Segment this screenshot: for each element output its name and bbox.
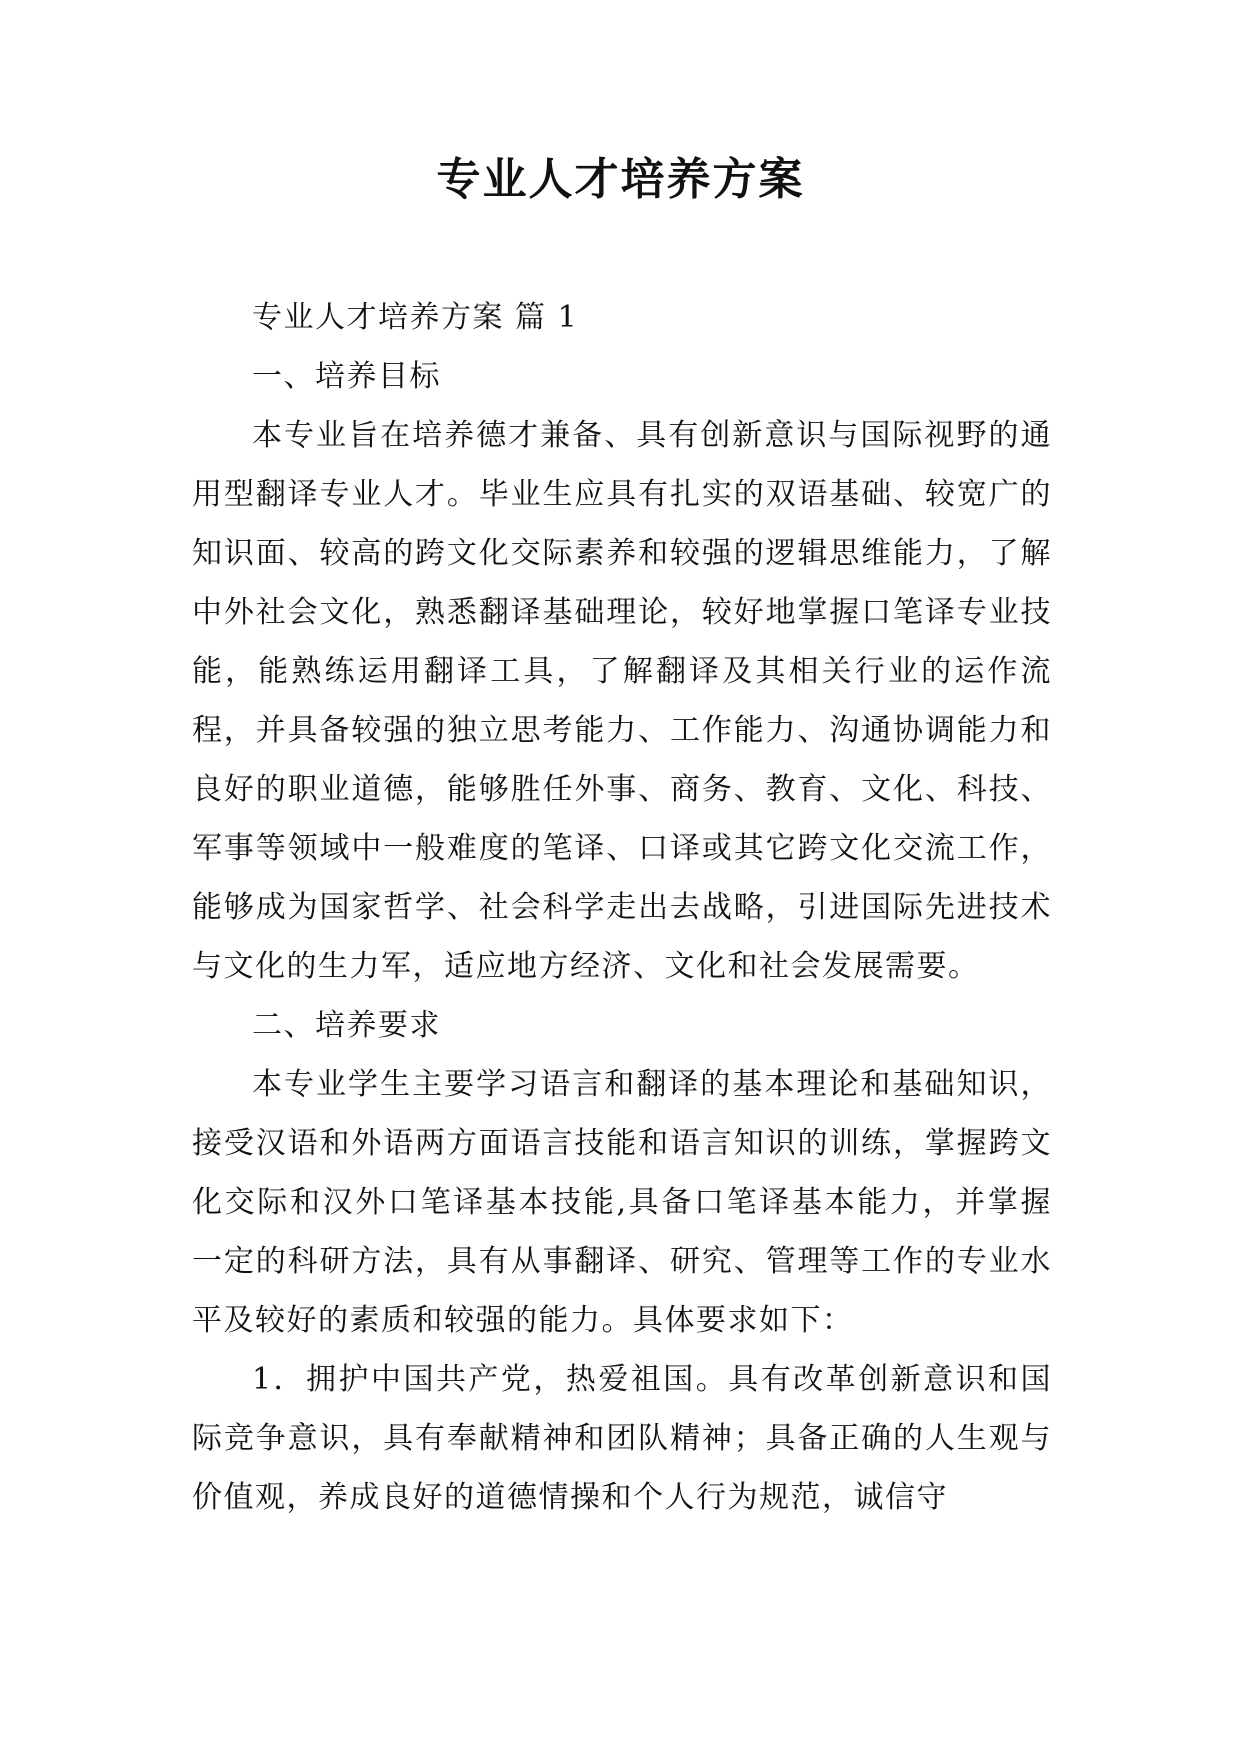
paragraph-requirements: 本专业学生主要学习语言和翻译的基本理论和基础知识，接受汉语和外语两方面语言技能和语言知识的训练，掌握跨文化交际和汉外口笔译基本技能,具备口笔译基本能力，并掌握一定的科研方法，具有从事翻译、研究、管理等工作的专业水平及较好的素质和较强的能力。具体要求如下： bbox=[192, 1067, 1052, 1338]
document-body bbox=[192, 288, 1052, 1527]
section-heading-requirements: 二、培养要求 bbox=[252, 1008, 441, 1043]
section-heading-goals: 一、培养目标 bbox=[252, 359, 441, 394]
section-heading-article: 专业人才培养方案 篇 1 bbox=[252, 300, 579, 335]
paragraph-requirement-1: 1．拥护中国共产党，热爱祖国。具有改革创新意识和国际竞争意识，具有奉献精神和团队精神；具备正确的人生观与价值观，养成良好的道德情操和个人行为规范，诚信守 bbox=[192, 1362, 1052, 1515]
paragraph-goals: 本专业旨在培养德才兼备、具有创新意识与国际视野的通用型翻译专业人才。毕业生应具有扎实的双语基础、较宽广的知识面、较高的跨文化交际素养和较强的逻辑思维能力，了解中外社会文化，熟悉翻译基础理论，较好地掌握口笔译专业技能，能熟练运用翻译工具，了解翻译及其相关行业的运作流程，并具备较强的独立思考能力、工作能力、沟通协调能力和良好的职业道德，能够胜任外事、商务、教育、文化、科技、军事等领域中一般难度的笔译、口译或其它跨文化交流工作，能够成为国家哲学、社会科学走出去战略，引进国际先进技术与文化的生力军，适应地方经济、文化和社会发展需要。 bbox=[192, 418, 1052, 984]
document-title: 专业人才培养方案 bbox=[436, 154, 805, 205]
